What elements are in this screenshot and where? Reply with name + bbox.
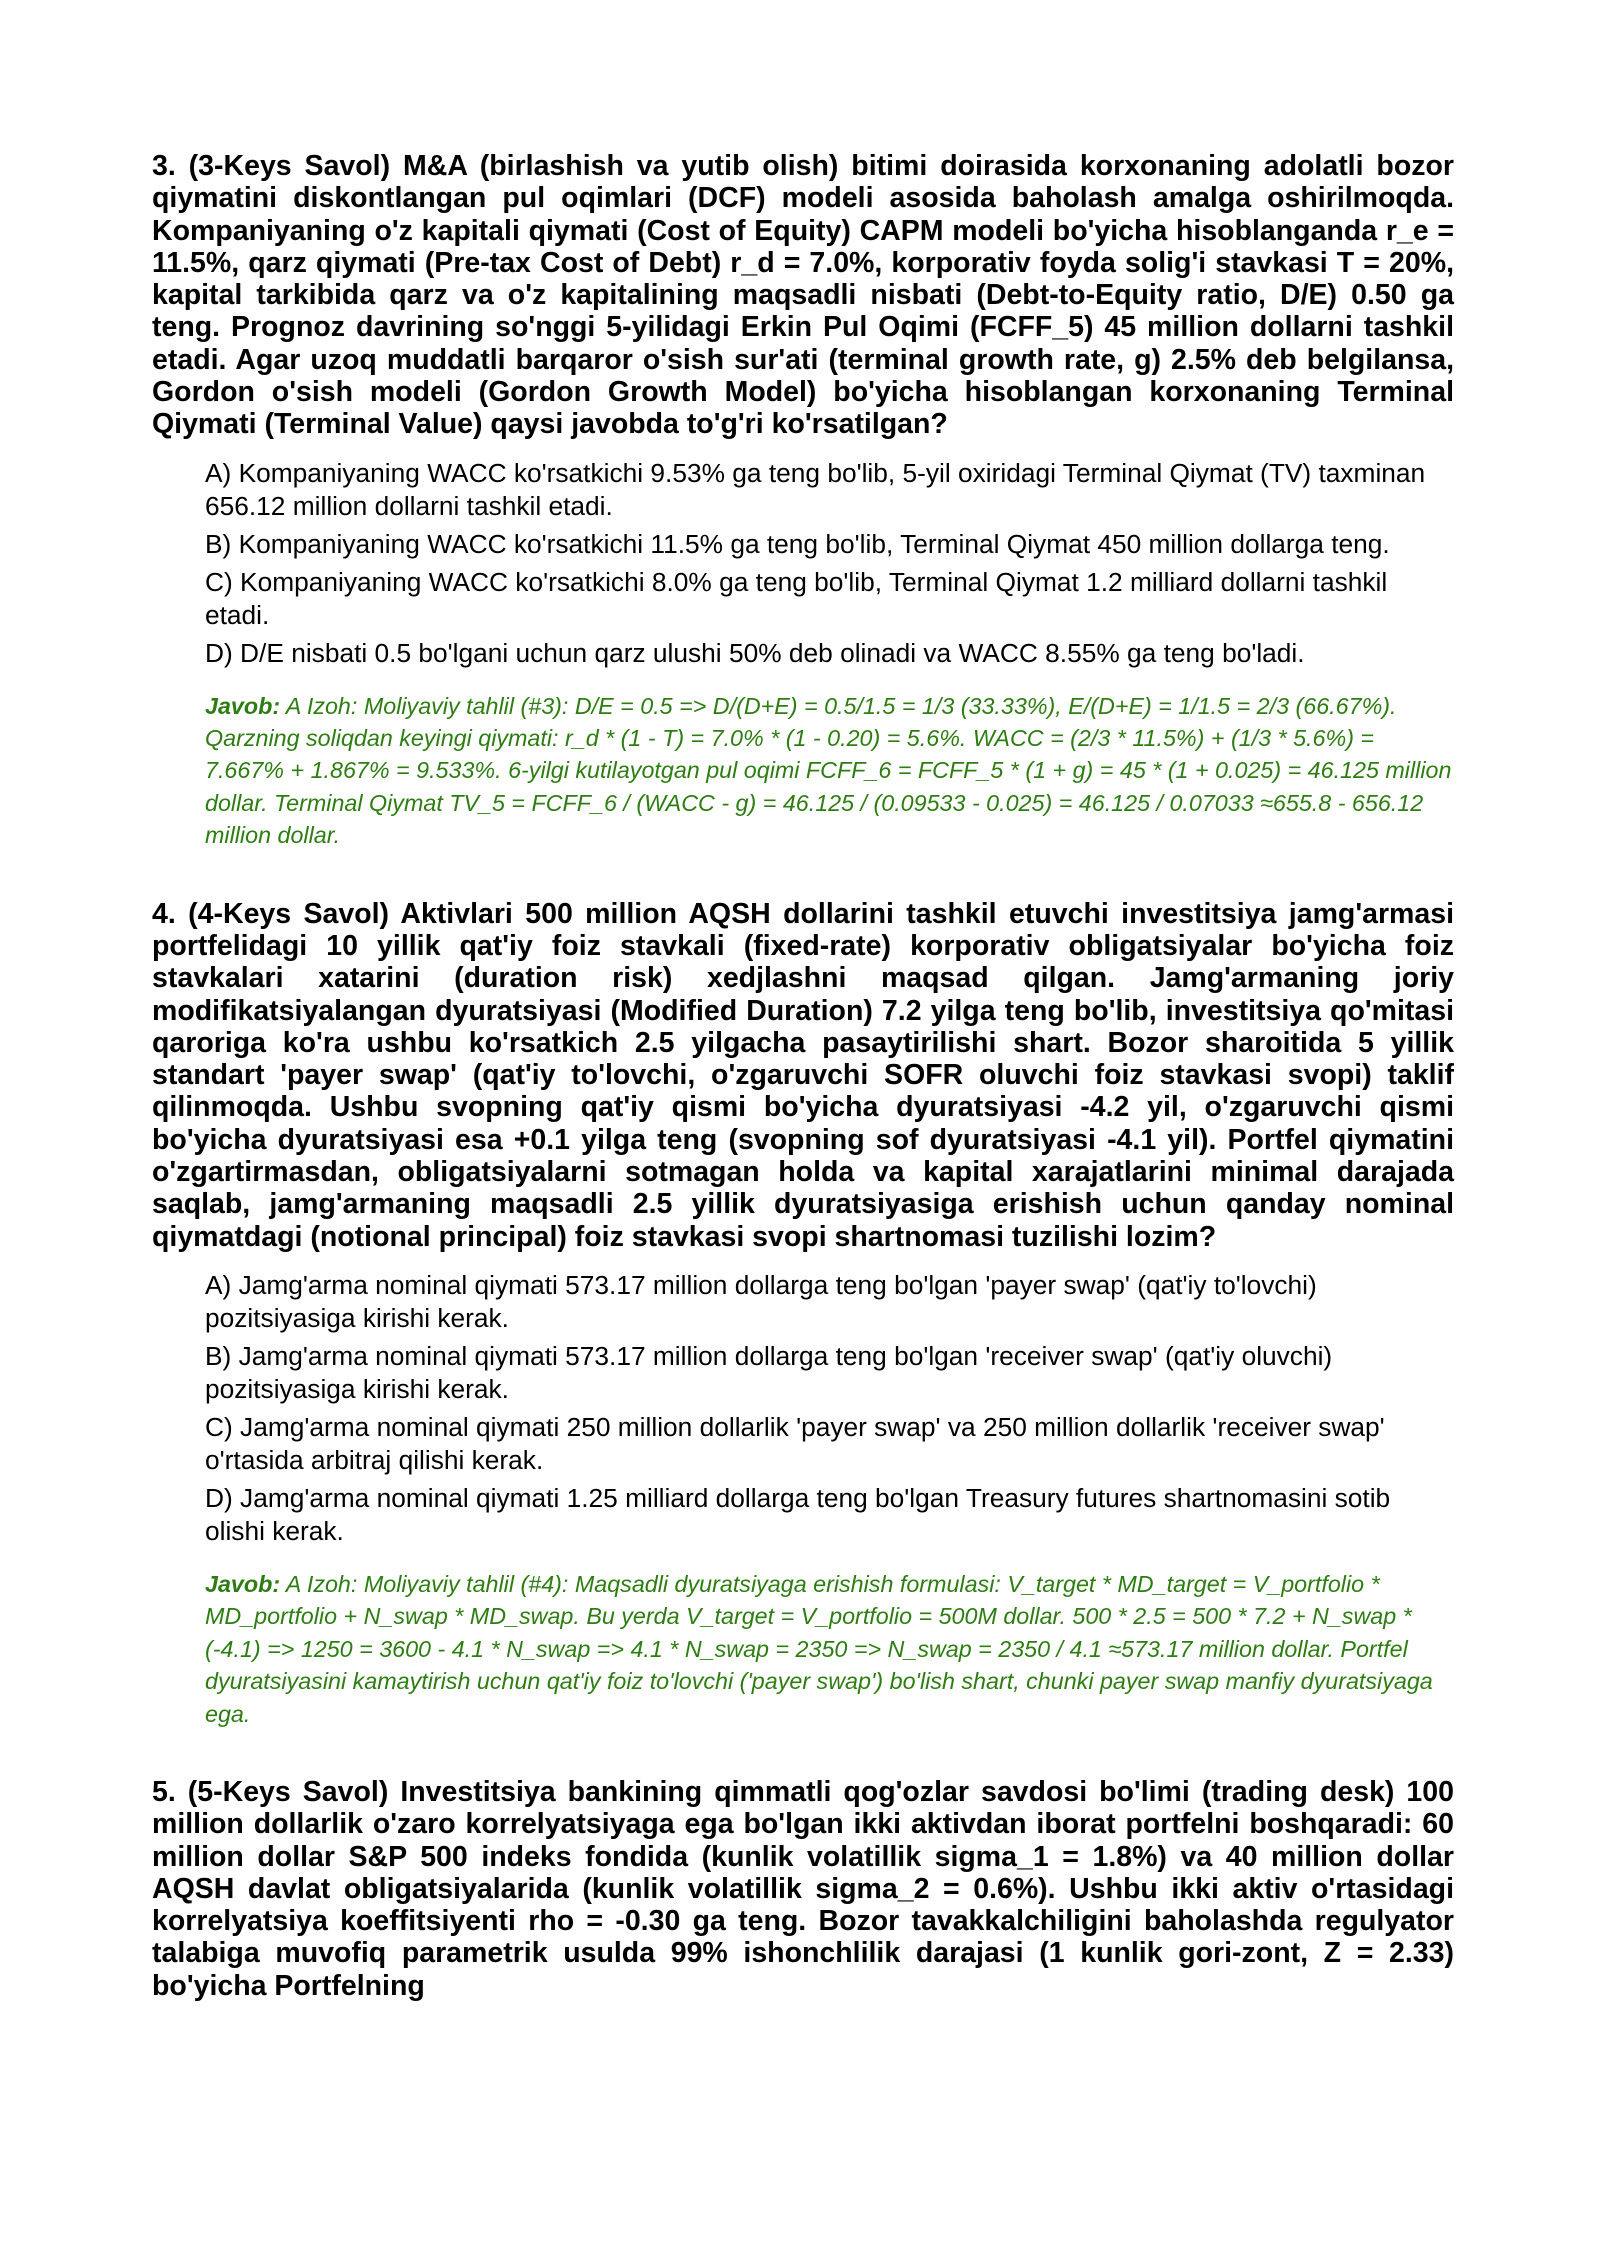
- question-text: 4. (4-Keys Savol) Aktivlari 500 million AQSH dollarini tashkil etuvchi investitsiya jamg'armasi portfelidagi 10 yillik qat'iy foiz stavkali (fixed-rate) korporativ obligatsiyalar bo'yicha foiz stavkalari xatarini (duration risk) xedjlashni maqsad qilgan. Jamg'armaning joriy modifikatsiyalangan dyuratsiyasi (Modified Duration) 7.2 yilga teng bo'lib, investitsiya qo'mitasi qaroriga ko'ra ushbu ko'rsatkich 2.5 yilgacha pasaytirilishi shart. Bozor sharoitida 5 yillik standart 'payer swap' (qat'iy to'lovchi, o'zgaruvchi SOFR oluvchi foiz stavkasi svopi) taklif qilinmoqda. Ushbu svopning qat'iy qismi bo'yicha dyuratsiyasi -4.2 yil, o'zgaruvchi qismi bo'yicha dyuratsiyasi esa +0.1 yilga teng (svopning sof dyuratsiyasi -4.1 yil). Portfel qiymatini o'zgartirmasdan, obligatsiyalarni sotmagan holda va kapital xarajatlarini minimal darajada saqlab, jamg'armaning maqsadli 2.5 yillik dyuratsiyasiga erishish uchun qanday nominal qiymatdagi (notional principal) foiz stavkasi svopi shartnomasi tuzilishi lozim?: [152, 897, 1454, 1253]
- question-block-3: [152, 150, 1454, 852]
- answer-explanation: [205, 1568, 1454, 1730]
- question-text: 5. (5-Keys Savol) Investitsiya bankining qimmatli qog'ozlar savdosi bo'limi (trading desk) 100 million dollarlik o'zaro korrelyatsiyaga ega bo'lgan ikki aktivdan iborat portfelni boshqaradi: 60 million dollar S&P 500 indeks fondida (kunlik volatillik sigma_1 = 1.8%) va 40 million dollar AQSH davlat obligatsiyalarida (kunlik volatillik sigma_2 = 0.6%). Ushbu ikki aktiv o'rtasidagi korrelyatsiya koeffitsiyenti rho = -0.30 ga teng. Bozor tavakkalchiligini baholashda regulyator talabiga muvofiq parametrik usulda 99% ishonchlilik darajasi (1 kunlik gori-zont, Z = 2.33) bo'yicha Portfelning: [152, 1776, 1454, 2002]
- answer-explanation: [205, 690, 1454, 852]
- question-block-5: [152, 1776, 1454, 2002]
- option-d: D) D/E nisbati 0.5 bo'lgani uchun qarz ulushi 50% deb olinadi va WACC 8.55% ga teng bo'ladi.: [205, 637, 1305, 668]
- answer-text: A Izoh: Moliyaviy tahlil (#4): Maqsadli dyuratsiyaga erishish formulasi: V_target * MD_target = V_portfolio * MD_portfolio + N_swap * MD_swap. Bu yerda V_target = V_portfolio = 500M dollar. 500 * 2.5 = 500 * 7.2 + N_swap * (-4.1) => 1250 = 3600 - 4.1 * N_swap => 4.1 * N_swap = 2350 => N_swap = 2350 / 4.1 ≈573.17 million dollar. Portfel dyuratsiyasini kamaytirish uchun qat'iy foiz to'lovchi ('payer swap') bo'lish shart, chunki payer swap manfiy dyuratsiyaga ega.: [205, 1570, 1433, 1727]
- option-c: C) Jamg'arma nominal qiymati 250 million dollarlik 'payer swap' va 250 million dollarlik 'receiver swap' o'rtasida arbitraj qilishi kerak.: [205, 1411, 1385, 1475]
- answer-text: A Izoh: Moliyaviy tahlil (#3): D/E = 0.5 => D/(D+E) = 0.5/1.5 = 1/3 (33.33%), E/(D+E) = 1/1.5 = 2/3 (66.67%). Qarzning soliqdan keyingi qiymati: r_d * (1 - T) = 7.0% * (1 - 0.20) = 5.6%. WACC = (2/3 * 11.5%) + (1/3 * 5.6%) = 7.667% + 1.867% = 9.533%. 6-yilgi kutilayotgan pul oqimi FCFF_6 = FCFF_5 * (1 + g) = 45 * (1 + 0.025) = 46.125 million dollar. Terminal Qiymat TV_5 = FCFF_6 / (WACC - g) = 46.125 / (0.09533 - 0.025) = 46.125 / 0.07033 ≈655.8 - 656.12 million dollar.: [205, 692, 1452, 849]
- option-b: B) Kompaniyaning WACC ko'rsatkichi 11.5% ga teng bo'lib, Terminal Qiymat 450 million dollarga teng.: [205, 528, 1390, 559]
- question-text: 3. (3-Keys Savol) M&A (birlashish va yutib olish) bitimi doirasida korxonaning adolatli bozor qiymatini diskontlangan pul oqimlari (DCF) modeli asosida baholash amalga oshirilmoqda. Kompaniyaning o'z kapitali qiymati (Cost of Equity) CAPM modeli bo'yicha hisoblanganda r_e = 11.5%, qarz qiymati (Pre-tax Cost of Debt) r_d = 7.0%, korporativ foyda solig'i stavkasi T = 20%, kapital tarkibida qarz va o'z kapitalining maqsadli nisbati (Debt-to-Equity ratio, D/E) 0.50 ga teng. Prognoz davrining so'nggi 5-yilidagi Erkin Pul Oqimi (FCFF_5) 45 million dollarni tashkil etadi. Agar uzoq muddatli barqaror o'sish sur'ati (terminal growth rate, g) 2.5% deb belgilansa, Gordon o'sish modeli (Gordon Growth Model) bo'yicha hisoblangan korxonaning Terminal Qiymati (Terminal Value) qaysi javobda to'g'ri ko'rsatilgan?: [152, 150, 1454, 441]
- document-page: [152, 150, 1454, 2002]
- answer-options: [205, 1269, 1454, 1548]
- answer-options: [205, 457, 1454, 670]
- option-c: C) Kompaniyaning WACC ko'rsatkichi 8.0% ga teng bo'lib, Terminal Qiymat 1.2 milliard dollarni tashkil etadi.: [205, 566, 1388, 630]
- question-block-4: [152, 898, 1454, 1730]
- option-a: A) Jamg'arma nominal qiymati 573.17 million dollarga teng bo'lgan 'payer swap' (qat'iy to'lovchi) pozitsiyasiga kirishi kerak.: [205, 1269, 1317, 1333]
- answer-label: Javob:: [205, 692, 281, 719]
- answer-label: Javob:: [205, 1570, 281, 1597]
- option-d: D) Jamg'arma nominal qiymati 1.25 milliard dollarga teng bo'lgan Treasury futures shartnomasini sotib olishi kerak.: [205, 1482, 1391, 1546]
- option-a: A) Kompaniyaning WACC ko'rsatkichi 9.53% ga teng bo'lib, 5-yil oxiridagi Terminal Qiymat (TV) taxminan 656.12 million dollarni tashkil etadi.: [205, 457, 1426, 521]
- option-b: B) Jamg'arma nominal qiymati 573.17 million dollarga teng bo'lgan 'receiver swap' (qat'iy oluvchi) pozitsiyasiga kirishi kerak.: [205, 1340, 1333, 1404]
